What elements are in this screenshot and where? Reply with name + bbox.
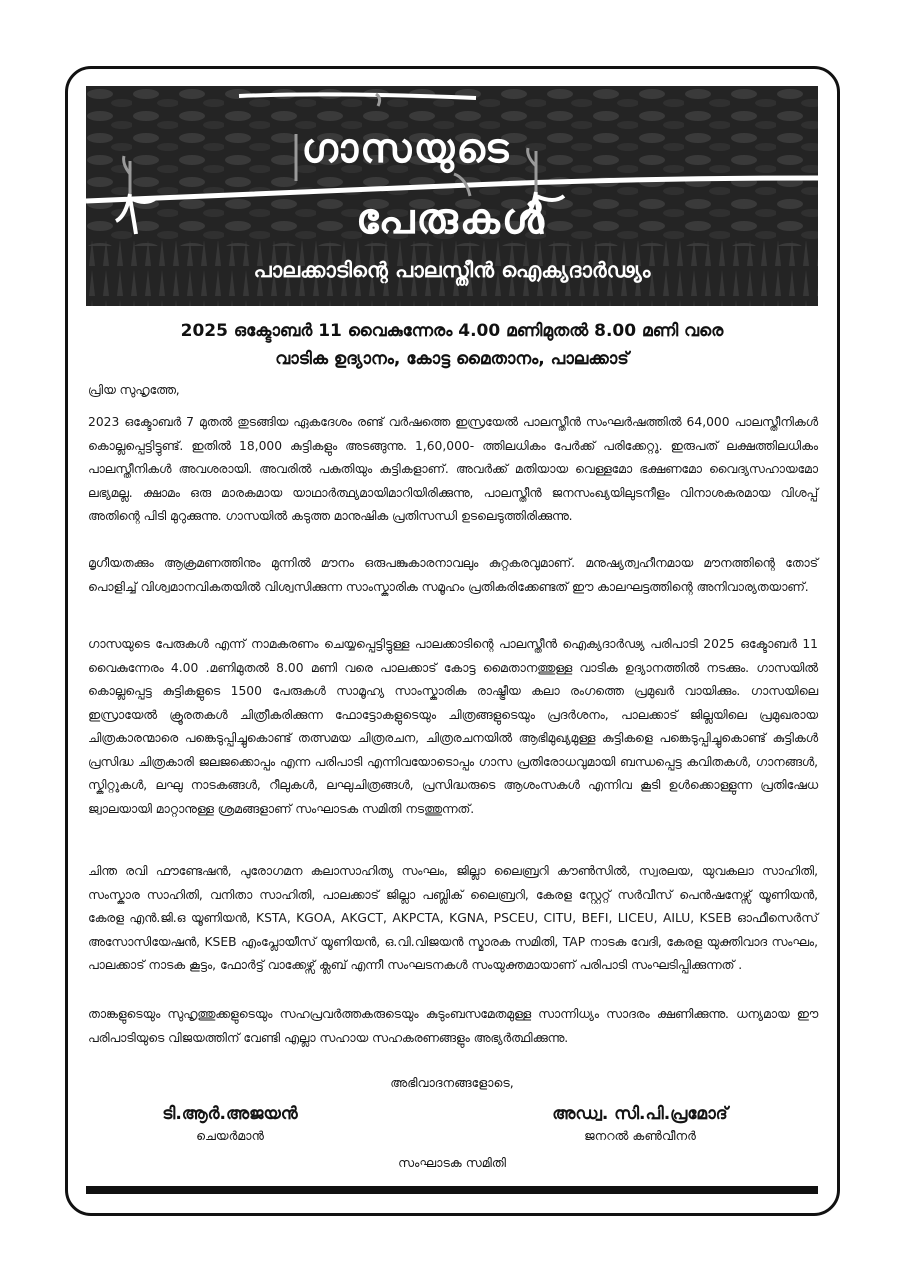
letter-closing: അഭിവാദനങ്ങളോടെ, bbox=[390, 1075, 514, 1090]
signatory-role: ജനറൽ കൺവീനർ bbox=[584, 1128, 696, 1143]
event-venue: വാടിക ഉദ്യാനം, കോട്ട മൈതാനം, പാലക്കാട് bbox=[275, 349, 629, 369]
letter-paragraph: ചിന്ത രവി ഫൗണ്ടേഷൻ, പുരോഗമന കലാസാഹിത്യ സംഘം, ജില്ലാ ലൈബ്രറി കൗൺസിൽ, സ്വരലയ, യുവകലാ സാഹിതി, സംസ്കാര സാഹിതി, വനിതാ സാഹിതി, പാലക്കാട് ജില്ലാ പബ്ലിക് ലൈബ്രറി, കേരള സ്റ്റേറ്റ് സർവീസ് പെൻഷനേഴ്സ് യൂണിയൻ, കേരള എൻ.ജി.ഒ യൂണിയൻ, KSTA, KGOA, AKGCT, AKPCTA, KGNA, PSCEU, CITU, BEFI, LICEU, AILU, KSEB ഓഫീസെർസ് അസോസിയേഷൻ, KSEB എംപ്ലോയീസ് യൂണിയൻ, ഒ.വി.വിജയൻ സ്മാരക സമിതി, TAP നാടക വേദി, കേരള യുക്തിവാദ സംഘം, പാലക്കാട് നാടക കൂട്ടം, ഫോർട്ട് വാക്കേഴ്സ് ക്ലബ് എന്നീ സംഘടനകൾ സംയുക്തമായാണ് പരിപാടി സംഘടിപ്പിക്കുന്നത് . bbox=[88, 864, 818, 972]
letter-salutation: പ്രിയ സുഹൃത്തേ, bbox=[88, 383, 180, 397]
signatory-name: ടി.ആർ.അജയൻ bbox=[162, 1104, 298, 1124]
signatory-chairman bbox=[130, 1102, 330, 1146]
organizing-committee: സംഘാടക സമിതി bbox=[398, 1155, 506, 1170]
footer-divider bbox=[86, 1186, 818, 1194]
letter-paragraph: താങ്കളുടെയും സുഹൃത്തുക്കളുടെയും സഹപ്രവർത്തകരുടെയും കുടുംബസമേതമുള്ള സാന്നിധ്യം സാദരം ക്ഷണിക്കുന്നു. ധന്യമായ ഈ പരിപാടിയുടെ വിജയത്തിന് വേണ്ടി എല്ലാ സഹായ സഹകരണങ്ങളും അഭ്യർത്ഥിക്കുന്നു. bbox=[88, 1007, 818, 1045]
signatory-name: അഡ്വ. സി.പി.പ്രമോദ് bbox=[552, 1104, 728, 1124]
letter-paragraph: 2023 ഒക്ടോബർ 7 മുതൽ തുടങ്ങിയ ഏകദേശം രണ്ട് വർഷത്തെ ഇസ്രയേൽ പാലസ്തീൻ സംഘർഷത്തിൽ 64,000 പാലസ്തീനികൾ കൊല്ലപ്പെട്ടിട്ടുണ്ട്. ഇതിൽ 18,000 കുട്ടികളും അടങ്ങുന്നു. 1,60,000- ത്തിലധികം പേർക്ക് പരിക്കേറ്റു. ഇരുപത് ലക്ഷത്തിലധികം പാലസ്തീനികൾ അവശരായി. അവരിൽ പകുതിയും കുട്ടികളാണ്. അവർക്ക് മതിയായ വെള്ളമോ ഭക്ഷണമോ വൈദ്യസഹായമോ ലഭ്യമല്ല. ക്ഷാമം ഒരു മാരകമായ യാഥാർത്ഥ്യമായിമാറിയിരിക്കുന്നു, പാലസ്തീൻ ജനസംഖ്യയിലുടനീളം വിനാശകരമായ വിശപ്പ് അതിന്റെ പിടി മുറുക്കുന്നു. ഗാസയിൽ കടുത്ത മാനുഷിക പ്രതിസന്ധി ഉടലെടുത്തിരിക്കുന്നു. bbox=[88, 415, 818, 523]
banner-title-line1: ഗാസയുടെ bbox=[301, 126, 511, 172]
letter-paragraph: മൃഗീയതക്കും ആക്രമണത്തിനും മുന്നിൽ മൗനം ഒരുപങ്കുകാരനാവലും കുറ്റകരവുമാണ്. മനുഷ്യത്വഹീനമായ മൗനത്തിന്റെ തോട് പൊളിച്ച് വിശ്വമാനവികതയിൽ വിശ്വസിക്കുന്ന സാംസ്കാരിക സമൂഹം പ്രതികരിക്കേണ്ടത് ഈ കാലഘട്ടത്തിന്റെ അനിവാര്യതയാണ്. bbox=[88, 556, 818, 594]
letter-paragraph: ഗാസയുടെ പേരുകൾ എന്ന് നാമകരണം ചെയ്യപ്പെട്ടിട്ടുള്ള പാലക്കാടിന്റെ പാലസ്തീൻ ഐക്യദാർഢ്യ പരിപാടി 2025 ഒക്ടോബർ 11 വൈകുന്നേരം 4.00 .മണിമുതൽ 8.00 മണി വരെ പാലക്കാട് കോട്ട മൈതാനത്തുള്ള വാടിക ഉദ്യാനത്തിൽ നടക്കും. ഗാസയിൽ കൊല്ലപ്പെട്ട കുട്ടികളുടെ 1500 പേരുകൾ സാമൂഹ്യ സാംസ്കാരിക രാഷ്ട്രീയ കലാ രംഗത്തെ പ്രമുഖർ വായിക്കും. ഗാസയിലെ ഇസ്രായേൽ ക്രൂരതകൾ ചിത്രീകരിക്കുന്ന ഫോട്ടോകളുടെയും ചിത്രങ്ങളുടെയും പ്രദർശനം, പാലക്കാട് ജില്ലയിലെ പ്രമുഖരായ ചിത്രകാരന്മാരെ പങ്കെടുപ്പിച്ചുകൊണ്ട് തത്സമയ ചിത്രരചന, ചിത്രരചനയിൽ ആഭിമുഖ്യമുള്ള കുട്ടികളെ പങ്കെടുപ്പിച്ചുകൊണ്ട് കുട്ടികൾ പ്രസിദ്ധ ചിത്രകാരി ജലജക്കൊപ്പം എന്ന പരിപാടി എന്നിവയോടൊപ്പം ഗാസ പ്രതിരോധവുമായി ബന്ധപ്പെട്ട കവിതകൾ, ഗാനങ്ങൾ, സ്കിറ്റുകൾ, ലഘു നാടകങ്ങൾ, റീലുകൾ, ലഘുചിത്രങ്ങൾ, പ്രസിദ്ധരുടെ ആശംസകൾ എന്നിവ കൂടി ഉൾക്കൊള്ളുന്ന പ്രതിഷേധ ജ്വാലയായി മാറ്റാനുള്ള ശ്രമങ്ങളാണ് സംഘാടക സമിതി നടത്തുന്നത്. bbox=[88, 637, 818, 816]
banner-title-line2: പേരുകൾ bbox=[356, 194, 546, 243]
banner-image bbox=[86, 86, 818, 306]
signatory-general-convener bbox=[540, 1102, 740, 1146]
event-date-time: 2025 ഒക്ടോബർ 11 വൈകുന്നേരം 4.00 മണിമുതൽ 8.00 മണി വരെ bbox=[180, 321, 724, 341]
signatory-role: ചെയർമാൻ bbox=[196, 1128, 264, 1143]
banner-subtitle: പാലക്കാടിന്റെ പാലസ്തീൻ ഐക്യദാർഢ്യം bbox=[253, 258, 651, 282]
